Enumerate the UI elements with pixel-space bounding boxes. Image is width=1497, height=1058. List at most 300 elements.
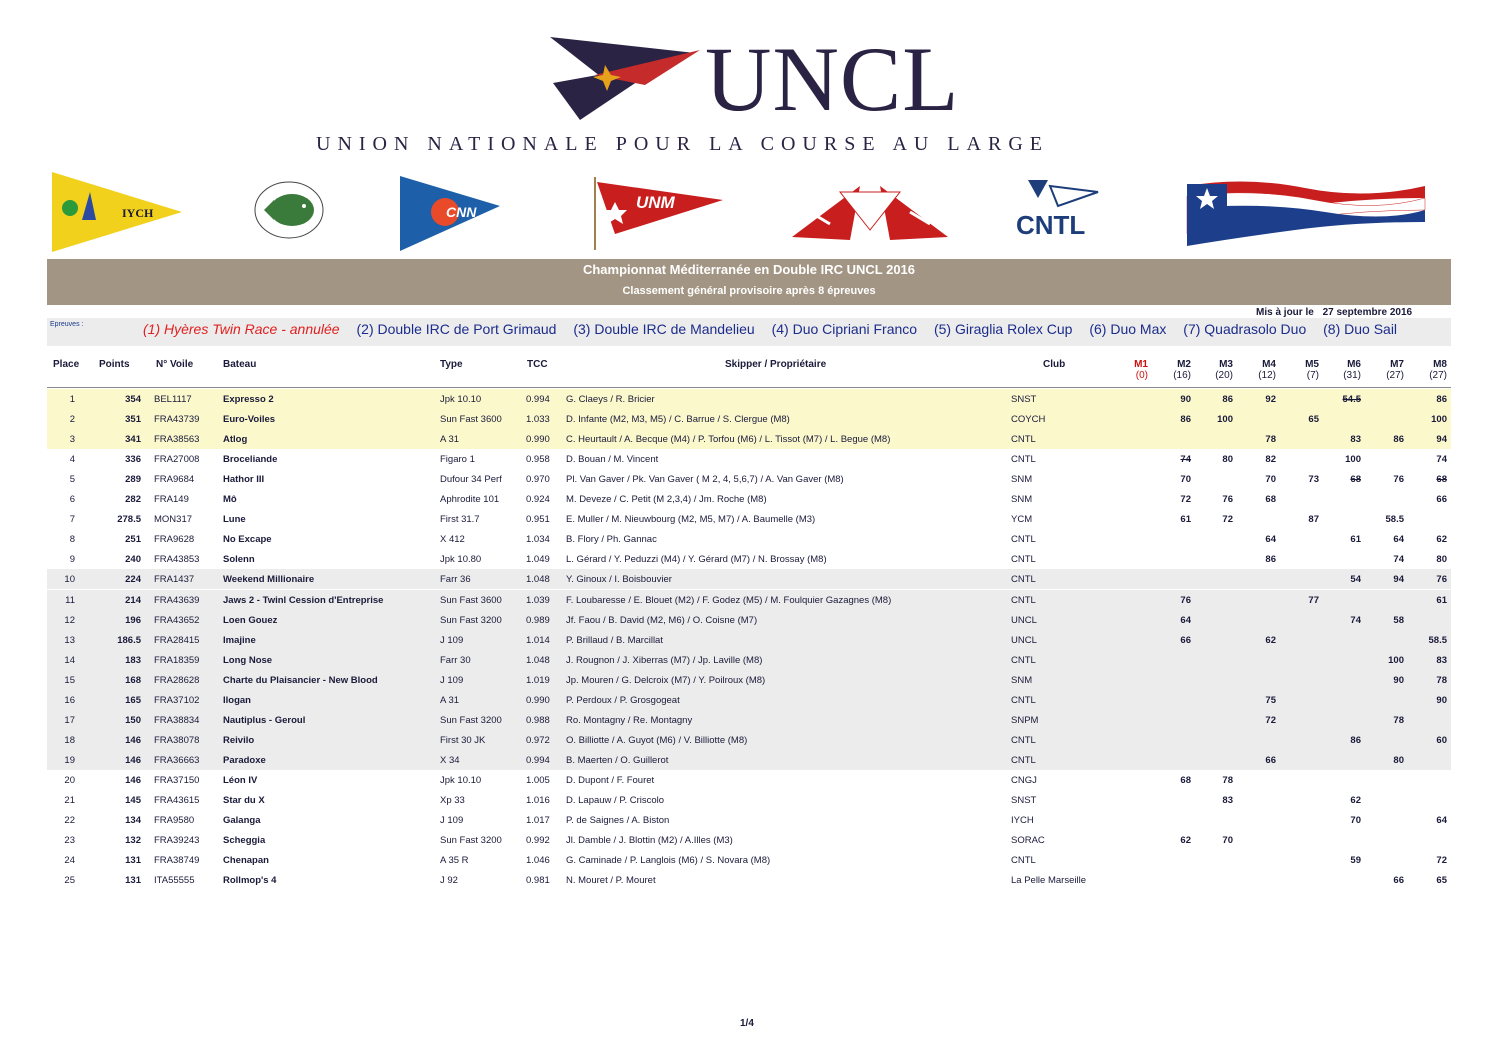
mark-label: M1: [1134, 359, 1148, 370]
cell-mark: 90: [1436, 694, 1447, 706]
cell-type: X 412: [440, 534, 465, 546]
table-row: [47, 630, 1451, 650]
cell-mark: 68: [1265, 494, 1276, 506]
cell-mark: 86: [1180, 414, 1191, 426]
cell-mark: 64: [1265, 534, 1276, 546]
cell-mark: 65: [1436, 875, 1447, 887]
cnn-logo-text: CNN: [446, 204, 477, 220]
yacht-club-port-grimaud-logo: [252, 180, 327, 240]
cell-mark: 86: [1265, 554, 1276, 566]
iych-pennant-logo: [52, 172, 184, 252]
cell-type: Aphrodite 101: [440, 494, 500, 506]
cell-place: 25: [64, 875, 75, 887]
cell-mark: 61: [1350, 534, 1361, 546]
cell-club: CNTL: [1011, 855, 1036, 867]
cell-place: 21: [64, 795, 75, 806]
cell-tcc: 0.990: [526, 434, 550, 446]
cell-bateau: Hathor III: [223, 474, 265, 486]
cell-voile: FRA43639: [154, 594, 200, 606]
cell-club: SNM: [1011, 674, 1033, 686]
cell-mark: 80: [1436, 554, 1447, 566]
cell-voile: FRA18359: [154, 654, 200, 666]
cell-bateau: Paradoxe: [223, 754, 266, 766]
cell-mark: 62: [1180, 835, 1191, 847]
cell-bateau: Weekend Millionaire: [223, 574, 315, 586]
mark-count: (7): [1306, 370, 1319, 381]
cell-club: IYCH: [1011, 815, 1034, 827]
cell-tcc: 1.033: [526, 414, 550, 426]
header-mark: [1108, 359, 1148, 381]
cell-skipper: F. Loubaresse / E. Blouet (M2) / F. Godez (M5) / M. Foulquier Gazagnes (M8): [566, 594, 892, 606]
cell-place: 5: [69, 474, 75, 486]
cell-place: 20: [64, 774, 75, 786]
table-row: [47, 409, 1451, 429]
cell-voile: FRA9628: [154, 534, 195, 546]
cell-points: 289: [125, 474, 141, 486]
cell-mark: 66: [1265, 754, 1276, 766]
cell-tcc: 1.005: [526, 774, 550, 786]
cell-skipper: M. Deveze / C. Petit (M 2,3,4) / Jm. Roche (M8): [566, 494, 767, 506]
cell-mark: 58.5: [1385, 514, 1404, 526]
update-value: 27 septembre 2016: [1322, 307, 1413, 318]
cell-type: J 109: [440, 815, 464, 827]
header-club: Club: [1043, 359, 1066, 370]
cell-mark: 76: [1180, 594, 1191, 606]
cell-mark: 60: [1436, 734, 1447, 746]
table-row: [47, 389, 1451, 409]
mark-count: (0): [1135, 370, 1148, 381]
cell-club: CNTL: [1011, 654, 1036, 666]
cell-bateau: Euro-Voiles: [223, 414, 276, 426]
cell-voile: FRA43739: [154, 414, 200, 426]
cell-bateau: Reivilo: [223, 734, 255, 746]
cell-voile: FRA9684: [154, 474, 195, 486]
cell-place: 23: [64, 835, 75, 847]
events-label: Epreuves :: [50, 321, 84, 328]
cell-points: 214: [125, 594, 141, 606]
cell-mark: 68: [1436, 474, 1447, 486]
cell-bateau: Mô: [223, 494, 237, 506]
cell-skipper: B. Flory / Ph. Gannac: [566, 534, 657, 546]
cell-mark: 86: [1350, 734, 1361, 746]
mark-label: M7: [1390, 359, 1404, 370]
cell-type: A 31: [440, 694, 460, 706]
cell-mark: 100: [1217, 414, 1233, 426]
cell-bateau: Chenapan: [223, 855, 269, 867]
cell-mark: 83: [1436, 654, 1447, 666]
cell-voile: FRA43853: [154, 554, 200, 566]
event-item: (4) Duo Cipriani Franco: [771, 321, 918, 337]
cell-type: Sun Fast 3200: [440, 835, 502, 847]
table-row: [47, 750, 1451, 770]
mark-label: M4: [1262, 359, 1276, 370]
cell-mark: 68: [1350, 474, 1361, 486]
mark-label: M6: [1347, 359, 1361, 370]
header-tcc: TCC: [527, 359, 548, 370]
cell-mark: 54: [1350, 574, 1361, 586]
cell-club: CNTL: [1011, 454, 1036, 466]
cell-bateau: Lune: [223, 514, 246, 526]
cell-type: A 31: [440, 434, 460, 446]
cell-mark: 76: [1222, 494, 1233, 506]
cell-voile: FRA1437: [154, 574, 195, 586]
cell-points: 341: [125, 434, 141, 446]
cell-mark: 80: [1393, 754, 1404, 766]
cell-mark: 72: [1265, 714, 1276, 726]
table-row: [47, 509, 1451, 529]
cell-type: Jpk 10.10: [440, 394, 482, 405]
unm-logo-text: UNM: [636, 193, 675, 212]
cell-bateau: Charte du Plaisancier - New Blood: [223, 674, 378, 686]
cell-mark: 62: [1350, 795, 1361, 806]
cell-bateau: Jaws 2 - Twinl Cession d'Entreprise: [223, 594, 384, 606]
cell-club: CNTL: [1011, 574, 1036, 586]
cell-club: SORAC: [1011, 835, 1045, 847]
cell-voile: FRA149: [154, 494, 189, 506]
cell-club: CNTL: [1011, 594, 1036, 606]
cell-points: 145: [125, 795, 141, 806]
cell-points: 351: [125, 414, 141, 426]
cell-tcc: 0.951: [526, 514, 550, 526]
event-item: (3) Double IRC de Mandelieu: [573, 321, 755, 337]
cell-mark: 65: [1308, 414, 1319, 426]
cell-voile: FRA43652: [154, 614, 200, 626]
cell-club: UNCL: [1011, 634, 1037, 646]
table-row: [47, 429, 1451, 449]
table-row: [47, 730, 1451, 750]
cell-bateau: Imajine: [223, 634, 256, 646]
cell-bateau: Solenn: [223, 554, 255, 566]
cell-mark: 70: [1180, 474, 1191, 486]
cell-place: 19: [64, 754, 75, 766]
cell-mark: 70: [1265, 474, 1276, 486]
cell-bateau: Long Nose: [223, 654, 273, 666]
cell-skipper: D. Infante (M2, M3, M5) / C. Barrue / S. Clergue (M8): [566, 414, 790, 426]
cell-type: Sun Fast 3600: [440, 594, 502, 606]
cell-type: Jpk 10.10: [440, 774, 482, 786]
cell-type: Dufour 34 Perf: [440, 474, 502, 486]
table-row: [47, 870, 1451, 890]
cell-skipper: Y. Ginoux / I. Boisbouvier: [566, 574, 672, 586]
cell-voile: FRA28628: [154, 674, 200, 686]
cell-mark: 100: [1345, 454, 1361, 466]
cell-bateau: No Excape: [223, 534, 272, 546]
championship-title: Championnat Méditerranée en Double IRC UNCL 2016: [582, 262, 916, 277]
cell-points: 131: [125, 875, 141, 887]
cell-mark: 76: [1436, 574, 1447, 586]
cell-voile: FRA43615: [154, 795, 200, 806]
event-item: (6) Duo Max: [1089, 321, 1167, 337]
mark-count: (27): [1429, 370, 1447, 381]
event-item: (7) Quadrasolo Duo: [1183, 321, 1307, 337]
cell-skipper: Jl. Damble / J. Blottin (M2) / A.Illes (M3): [566, 835, 733, 847]
cell-mark: 64: [1436, 815, 1447, 827]
cell-mark: 80: [1222, 454, 1233, 466]
cell-tcc: 0.958: [526, 454, 550, 466]
cell-skipper: Pl. Van Gaver / Pk. Van Gaver ( M 2, 4, 5,6,7) / A. Van Gaver (M8): [566, 474, 844, 486]
cell-points: 146: [125, 774, 141, 786]
cell-skipper: B. Maerten / O. Guillerot: [566, 754, 669, 766]
cell-mark: 66: [1393, 875, 1404, 887]
cell-club: SNST: [1011, 795, 1037, 806]
cell-mark: 62: [1436, 534, 1447, 546]
cell-mark: 70: [1350, 815, 1361, 827]
cell-place: 18: [64, 734, 75, 746]
cell-mark: 66: [1436, 494, 1447, 506]
cell-points: 196: [125, 614, 141, 626]
cell-tcc: 1.048: [526, 654, 550, 666]
cell-club: COYCH: [1011, 414, 1046, 426]
header-mark: [1151, 359, 1191, 381]
cell-club: SNM: [1011, 474, 1033, 486]
update-label: Mis à jour le: [1256, 307, 1314, 318]
cell-place: 1: [69, 394, 75, 405]
cell-skipper: D. Dupont / F. Fouret: [566, 774, 655, 786]
cell-place: 15: [64, 674, 75, 686]
table-row: [47, 710, 1451, 730]
cell-voile: BEL1117: [154, 394, 192, 405]
mark-count: (20): [1215, 370, 1233, 381]
cell-type: Xp 33: [440, 795, 465, 806]
cell-mark: 74: [1436, 454, 1447, 466]
cell-points: 168: [125, 674, 141, 686]
cell-skipper: D. Bouan / M. Vincent: [566, 454, 659, 466]
mark-label: M5: [1305, 359, 1319, 370]
cell-mark: 62: [1265, 634, 1276, 646]
cell-type: Sun Fast 3200: [440, 614, 502, 626]
cell-tcc: 0.924: [526, 494, 550, 506]
cell-tcc: 0.992: [526, 835, 550, 847]
cell-place: 22: [64, 815, 75, 827]
mark-count: (31): [1343, 370, 1361, 381]
cell-mark: 76: [1393, 474, 1404, 486]
cell-place: 7: [69, 514, 75, 526]
cell-points: 251: [125, 534, 141, 546]
cell-tcc: 1.016: [526, 795, 550, 806]
cell-mark: 77: [1308, 594, 1319, 606]
duo-sail-flag-logo: [1185, 176, 1430, 248]
cell-mark: 73: [1308, 474, 1319, 486]
cell-mark: 87: [1308, 514, 1319, 526]
cell-bateau: Léon IV: [223, 774, 258, 786]
cell-bateau: Loen Gouez: [223, 614, 278, 626]
cell-voile: ITA55555: [154, 875, 195, 887]
cell-mark: 72: [1180, 494, 1191, 506]
cell-mark: 86: [1393, 434, 1404, 446]
cell-club: SNM: [1011, 494, 1033, 506]
table-row: [47, 850, 1451, 870]
cell-skipper: O. Billiotte / A. Guyot (M6) / V. Billiotte (M8): [566, 734, 748, 746]
header-skipper: Skipper / Propriétaire: [725, 359, 827, 370]
cell-mark: 86: [1222, 394, 1233, 405]
mark-count: (12): [1258, 370, 1276, 381]
header-mark: [1321, 359, 1361, 381]
cell-mark: 59: [1350, 855, 1361, 867]
cell-mark: 92: [1265, 394, 1276, 405]
header-type: Type: [440, 359, 463, 370]
cell-type: Farr 30: [440, 654, 471, 666]
mark-label: M3: [1219, 359, 1233, 370]
header-place: Place: [53, 359, 80, 370]
cell-tcc: 0.970: [526, 474, 550, 486]
cell-type: Sun Fast 3600: [440, 414, 502, 426]
cell-bateau: Nautiplus - Geroul: [223, 714, 306, 726]
header-mark: [1279, 359, 1319, 381]
cell-points: 240: [125, 554, 141, 566]
cell-club: SNST: [1011, 394, 1037, 405]
table-row: [47, 449, 1451, 469]
cell-club: CNTL: [1011, 734, 1036, 746]
cell-mark: 94: [1393, 574, 1404, 586]
cell-club: CNTL: [1011, 434, 1036, 446]
table-row: [47, 569, 1451, 589]
cell-points: 224: [125, 574, 141, 586]
update-date: [1256, 307, 1412, 318]
cell-bateau: Rollmop's 4: [223, 875, 277, 887]
cell-place: 9: [69, 554, 75, 566]
cell-mark: 64: [1180, 614, 1191, 626]
cell-skipper: N. Mouret / P. Mouret: [566, 875, 656, 887]
cell-place: 10: [64, 574, 75, 586]
page-number: 1/4: [740, 1018, 754, 1029]
cell-type: Farr 36: [440, 574, 471, 586]
cell-points: 186.5: [117, 634, 141, 646]
brand-subtitle: UNION NATIONALE POUR LA COURSE AU LARGE: [316, 133, 1049, 155]
cell-type: First 30 JK: [440, 734, 486, 746]
cell-mark: 74: [1350, 614, 1361, 626]
cell-place: 11: [65, 594, 75, 606]
cell-points: 132: [125, 835, 141, 847]
cell-type: Jpk 10.80: [440, 554, 482, 566]
cell-voile: FRA38563: [154, 434, 200, 446]
cell-mark: 74: [1393, 554, 1404, 566]
cell-voile: FRA37102: [154, 694, 200, 706]
cell-skipper: L. Gérard / Y. Peduzzi (M4) / Y. Gérard (M7) / N. Brossay (M8): [566, 554, 827, 566]
table-row: [47, 529, 1451, 549]
cell-mark: 75: [1265, 694, 1276, 706]
cell-type: X 34: [440, 754, 460, 766]
cell-bateau: Ilogan: [223, 694, 251, 706]
cell-place: 17: [64, 714, 75, 726]
mark-label: M8: [1433, 359, 1447, 370]
cell-tcc: 0.990: [526, 694, 550, 706]
table-row: [47, 810, 1451, 830]
cell-skipper: E. Muller / M. Nieuwbourg (M2, M5, M7) / A. Baumelle (M3): [566, 514, 816, 526]
cell-place: 13: [64, 634, 75, 646]
cell-bateau: Expresso 2: [223, 394, 274, 405]
cell-club: CNTL: [1011, 694, 1036, 706]
cell-mark: 58: [1393, 614, 1404, 626]
cell-mark: 64: [1393, 534, 1404, 546]
cell-skipper: P. de Saignes / A. Biston: [566, 815, 670, 827]
cell-points: 282: [125, 494, 141, 506]
event-item: (5) Giraglia Rolex Cup: [933, 321, 1073, 337]
table-row: [47, 770, 1451, 790]
header-points: Points: [99, 359, 130, 370]
cell-mark: 74: [1180, 454, 1191, 466]
cell-club: CNGJ: [1011, 774, 1037, 786]
cell-voile: FRA38834: [154, 714, 200, 726]
cell-tcc: 1.046: [526, 855, 550, 867]
cell-voile: FRA28415: [154, 634, 200, 646]
cell-voile: FRA36663: [154, 754, 200, 766]
event-item: (2) Double IRC de Port Grimaud: [356, 321, 557, 337]
header-divider: [47, 387, 1451, 388]
giraglia-rolex-cup-logo: [790, 182, 950, 244]
cell-skipper: C. Heurtault / A. Becque (M4) / P. Torfou (M6) / L. Tissot (M7) / L. Begue (M8): [566, 434, 891, 446]
cell-type: Sun Fast 3200: [440, 714, 502, 726]
cell-tcc: 0.994: [526, 394, 550, 405]
cell-mark: 78: [1393, 714, 1404, 726]
cell-mark: 72: [1436, 855, 1447, 867]
cell-tcc: 1.049: [526, 554, 550, 566]
cell-place: 12: [64, 614, 75, 626]
cell-voile: FRA39243: [154, 835, 200, 847]
cell-voile: FRA37150: [154, 774, 200, 786]
cell-club: La Pelle Marseille: [1011, 875, 1086, 887]
cell-bateau: Broceliande: [223, 454, 278, 466]
cell-club: CNTL: [1011, 554, 1036, 566]
mark-count: (16): [1173, 370, 1191, 381]
cell-mark: 100: [1388, 654, 1404, 666]
cell-points: 278.5: [117, 514, 141, 526]
cell-mark: 61: [1180, 514, 1191, 526]
cell-type: Figaro 1: [440, 454, 475, 466]
cell-mark: 78: [1436, 674, 1447, 686]
cell-mark: 82: [1265, 454, 1276, 466]
cell-type: J 109: [440, 674, 464, 686]
header-mark: [1193, 359, 1233, 381]
cntl-logo-text: CNTL: [1016, 210, 1086, 240]
iych-logo-text: IYCH: [122, 206, 154, 220]
cell-mark: 90: [1393, 674, 1404, 686]
cell-tcc: 0.988: [526, 714, 550, 726]
cell-skipper: Jf. Faou / B. David (M2, M6) / O. Coisne (M7): [566, 614, 758, 626]
cell-tcc: 1.019: [526, 674, 550, 686]
cell-points: 336: [125, 454, 141, 466]
cell-club: YCM: [1011, 514, 1033, 526]
cell-mark: 78: [1265, 434, 1276, 446]
championship-subtitle: Classement général provisoire après 8 épreuves: [622, 285, 876, 297]
mark-count: (27): [1386, 370, 1404, 381]
cell-type: First 31.7: [440, 514, 480, 526]
cell-mark: 72: [1222, 514, 1233, 526]
cell-tcc: 0.994: [526, 754, 550, 766]
cell-voile: FRA27008: [154, 454, 200, 466]
cell-bateau: Star du X: [223, 795, 265, 806]
cell-tcc: 1.048: [526, 574, 550, 586]
cell-mark: 86: [1436, 394, 1447, 405]
table-row: [47, 790, 1451, 810]
cell-tcc: 0.989: [526, 614, 550, 626]
event-item: (8) Duo Sail: [1323, 321, 1398, 337]
table-row: [47, 469, 1451, 489]
cell-skipper: D. Lapauw / P. Criscolo: [566, 795, 665, 806]
cell-voile: FRA38749: [154, 855, 200, 867]
table-row: [47, 590, 1451, 610]
table-row: [47, 690, 1451, 710]
cell-bateau: Galanga: [223, 815, 261, 827]
cell-mark: 58.5: [1428, 634, 1447, 646]
cell-tcc: 1.017: [526, 815, 550, 827]
cell-points: 165: [125, 694, 141, 706]
table-row: [47, 489, 1451, 509]
cell-voile: FRA9580: [154, 815, 195, 827]
table-row: [47, 610, 1451, 630]
header-mark: [1407, 359, 1447, 381]
cell-points: 183: [125, 654, 141, 666]
cell-mark: 90: [1180, 394, 1191, 405]
